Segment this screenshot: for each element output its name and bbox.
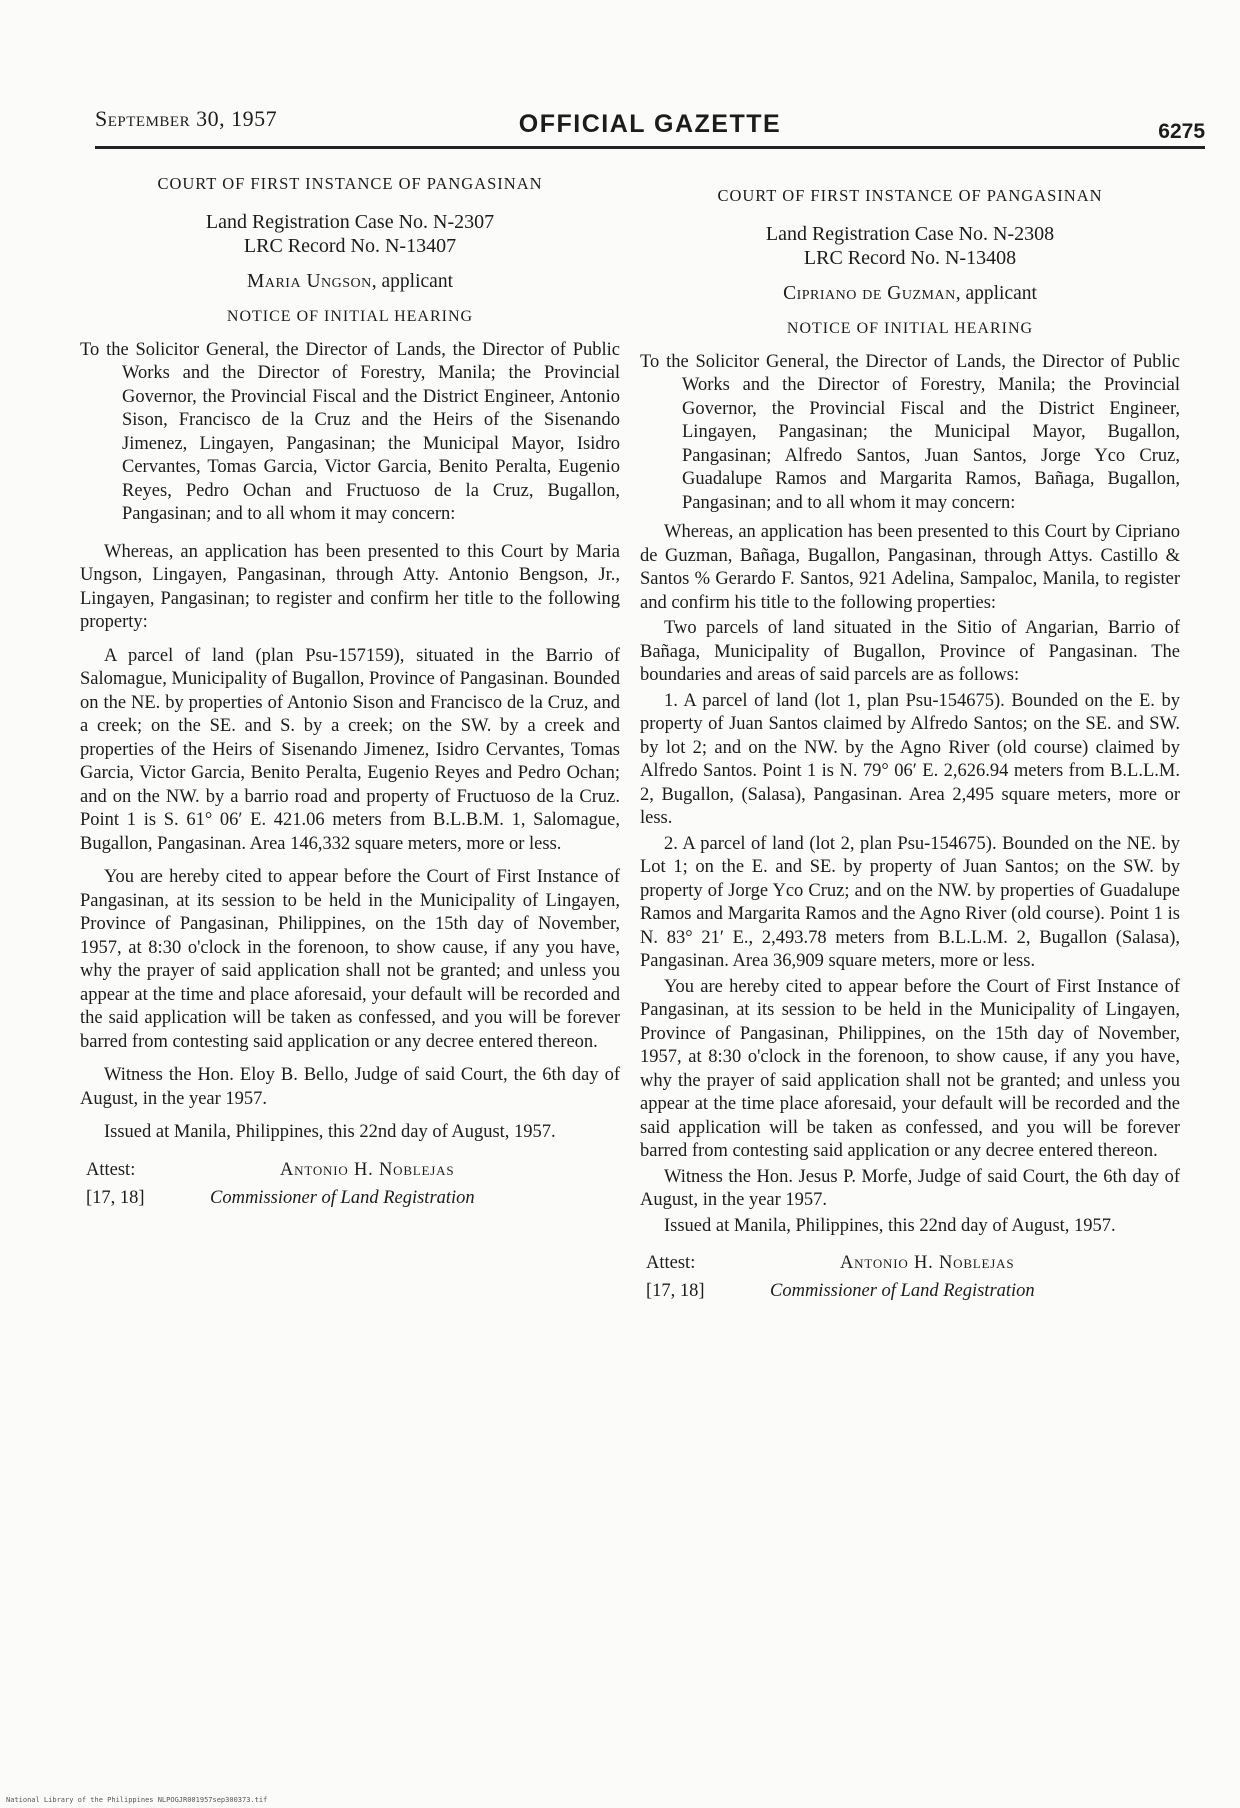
publication-title: OFFICIAL GAZETTE xyxy=(518,110,782,138)
applicant-line xyxy=(80,270,620,294)
property-paragraph: A parcel of land (plan Psu-157159), situated in the Barrio of Salomague, Municipality of Bugallon, Province of Pangasinan. Bounded on the NE. by properties of Antonio Sison and Francisco de la Cruz, and a creek; on the SE. and S. by a creek; on the SW. by a creek and properties of the Heirs of Sisenando Jimenez, Isidro Cervantes, Tomas Garcia, Victor Garcia, Benito Peralta, Eugenio Reyes and Pedro Ochan; and on the NW. by a barrio road and property of Fructuoso de la Cruz. Point 1 is S. 61° 06′ E. 421.06 meters from B.L.B.M. 1, Salomague, Bugallon, Pangasinan. Area 146,332 square meters, more or less. xyxy=(80,645,620,854)
attest-line xyxy=(640,1252,1180,1276)
address-paragraph: To the Solicitor General, the Director of Lands, the Director of Public Works and the Director of Forestry, Manila; the Provincial Governor, the Provincial Fiscal and the District Engineer, Antonio Sison, Francisco de la Cruz and the Heirs of the Sisenando Jimenez, Lingayen, Pangasinan; the Municipal Mayor, Isidro Cervantes, Tomas Garcia, Victor Garcia, Benito Peralta, Eugenio Reyes, Pedro Ochan and Fructuoso de la Cruz, Bugallon, Pangasinan; and to all whom it may concern: xyxy=(80,339,620,524)
notice-title: NOTICE OF INITIAL HEARING xyxy=(226,308,474,325)
applicant-name: Maria Ungson xyxy=(247,270,372,292)
commissioner-name: Antonio H. Noblejas xyxy=(840,1253,1015,1273)
case-number: Land Registration Case No. N-2307 xyxy=(205,210,495,233)
issued-paragraph: Issued at Manila, Philippines, this 22nd day of August, 1957. xyxy=(664,1215,1116,1236)
issue-reference: [17, 18] xyxy=(646,1281,705,1301)
record-number: LRC Record No. N-13408 xyxy=(803,246,1017,269)
record-number: LRC Record No. N-13407 xyxy=(243,234,457,257)
applicant-line xyxy=(640,282,1180,306)
attest-label: Attest: xyxy=(86,1159,136,1180)
issue-date: September 30, 1957 xyxy=(95,106,278,131)
parcels-paragraph: Two parcels of land situated in the Sitio of Angarian, Barrio of Bañaga, Municipality of Bugallon, Province of Pangasinan. The boundaries and areas of said parcels are as follows: xyxy=(640,618,1180,685)
scan-footer: National Library of the Philippines NLPOGJR001957sep300373.tif xyxy=(6,1796,268,1804)
applicant-suffix: , applicant xyxy=(371,270,453,292)
court-heading: COURT OF FIRST INSTANCE OF PANGASINAN xyxy=(717,186,1103,205)
attest-title-line xyxy=(640,1280,1180,1304)
attest-label: Attest: xyxy=(646,1253,696,1273)
court-heading: COURT OF FIRST INSTANCE OF PANGASINAN xyxy=(157,174,543,193)
page-number: 6275 xyxy=(1158,120,1205,143)
witness-paragraph: Witness the Hon. Eloy B. Bello, Judge of said Court, the 6th day of August, in the year 1957. xyxy=(80,1065,620,1109)
issue-reference: [17, 18] xyxy=(86,1187,145,1208)
notice-title: NOTICE OF INITIAL HEARING xyxy=(786,320,1034,337)
witness-paragraph: Witness the Hon. Jesus P. Morfe, Judge of said Court, the 6th day of August, in the year 1957. xyxy=(640,1166,1180,1210)
citation-paragraph: You are hereby cited to appear before the Court of First Instance of Pangasinan, at its session to be held in the Municipality of Lingayen, Province of Pangasinan, Philippines, on the 15th day of November, 1957, at 8:30 o'clock in the forenoon, to show cause, if any you have, why the prayer of said application shall not be granted; and unless you appear at the time place aforesaid, your default will be recorded and the said application will be taken as confessed, and you will be forever barred from contesting said application or any decree entered thereon. xyxy=(640,976,1180,1161)
case-numbers xyxy=(80,210,620,258)
commissioner-name: Antonio H. Noblejas xyxy=(280,1159,455,1180)
application-paragraph: Whereas, an application has been presented to this Court by Maria Ungson, Lingayen, Pangasinan, through Atty. Antonio Bengson, Jr., Lingayen, Pangasinan; to register and confirm her title to the following property: xyxy=(80,541,620,632)
application-paragraph: Whereas, an application has been presented to this Court by Cipriano de Guzman, Bañaga, Bugallon, Pangasinan, through Attys. Castillo & Santos % Gerardo F. Santos, 921 Adelina, Sampaloc, Manila, to register and confirm his title to the following properties: xyxy=(640,522,1180,613)
right-notice xyxy=(640,184,1180,1304)
applicant-suffix: , applicant xyxy=(955,282,1037,304)
lot-2-paragraph: 2. A parcel of land (lot 2, plan Psu-154675). Bounded on the NE. by Lot 1; on the E. and SE. by property of Juan Santos; on the SW. by property of Jorge Yco Cruz; and on the NW. by properties of Guadalupe Ramos and Margarita Ramos and the Agno River (old course). Point 1 is N. 83° 21′ E., 2,493.78 meters from B.L.L.M. 2, Bugallon (Salasa), Pangasinan. Area 36,909 square meters, more or less. xyxy=(640,833,1180,971)
lot-1-paragraph: 1. A parcel of land (lot 1, plan Psu-154675). Bounded on the E. by property of Juan Santos claimed by Alfredo Santos; on the SE. and SW. by lot 2; and on the NW. by the Agno River (old course) claimed by Alfredo Santos. Point 1 is N. 79° 06′ E. 2,626.94 meters from B.L.L.M. 2, Bugallon, (Salasa), Pangasinan. Area 2,495 square meters, more or less. xyxy=(640,690,1180,828)
citation-paragraph: You are hereby cited to appear before the Court of First Instance of Pangasinan, at its session to be held in the Municipality of Lingayen, Province of Pangasinan, Philippines, on the 15th day of November, 1957, at 8:30 o'clock in the forenoon, to show cause, if any you have, why the prayer of said application shall not be granted; and unless you appear at the time and place aforesaid, your default will be recorded and the said application will be taken as confessed, and you will be forever barred from contesting said application or any decree entered thereon. xyxy=(80,867,620,1052)
commissioner-title: Commissioner of Land Registration xyxy=(210,1187,475,1208)
commissioner-title: Commissioner of Land Registration xyxy=(770,1281,1035,1301)
issued-paragraph: Issued at Manila, Philippines, this 22nd day of August, 1957. xyxy=(104,1122,556,1142)
address-paragraph: To the Solicitor General, the Director of Lands, the Director of Public Works and the Director of Forestry, Manila; the Provincial Governor, the Provincial Fiscal and the District Engineer, Lingayen, Pangasinan; the Municipal Mayor, Bugallon, Pangasinan; Alfredo Santos, Juan Santos, Jorge Yco Cruz, Guadalupe Ramos and Margarita Ramos, Bañaga, Bugallon, Pangasinan; and to all whom it may concern: xyxy=(640,351,1180,513)
left-notice xyxy=(80,172,620,1211)
applicant-name: Cipriano de Guzman xyxy=(783,282,956,304)
page-header xyxy=(95,100,1205,149)
attest-title-line xyxy=(80,1187,620,1211)
attest-line xyxy=(80,1159,620,1183)
case-numbers xyxy=(640,222,1180,270)
case-number: Land Registration Case No. N-2308 xyxy=(765,222,1055,245)
